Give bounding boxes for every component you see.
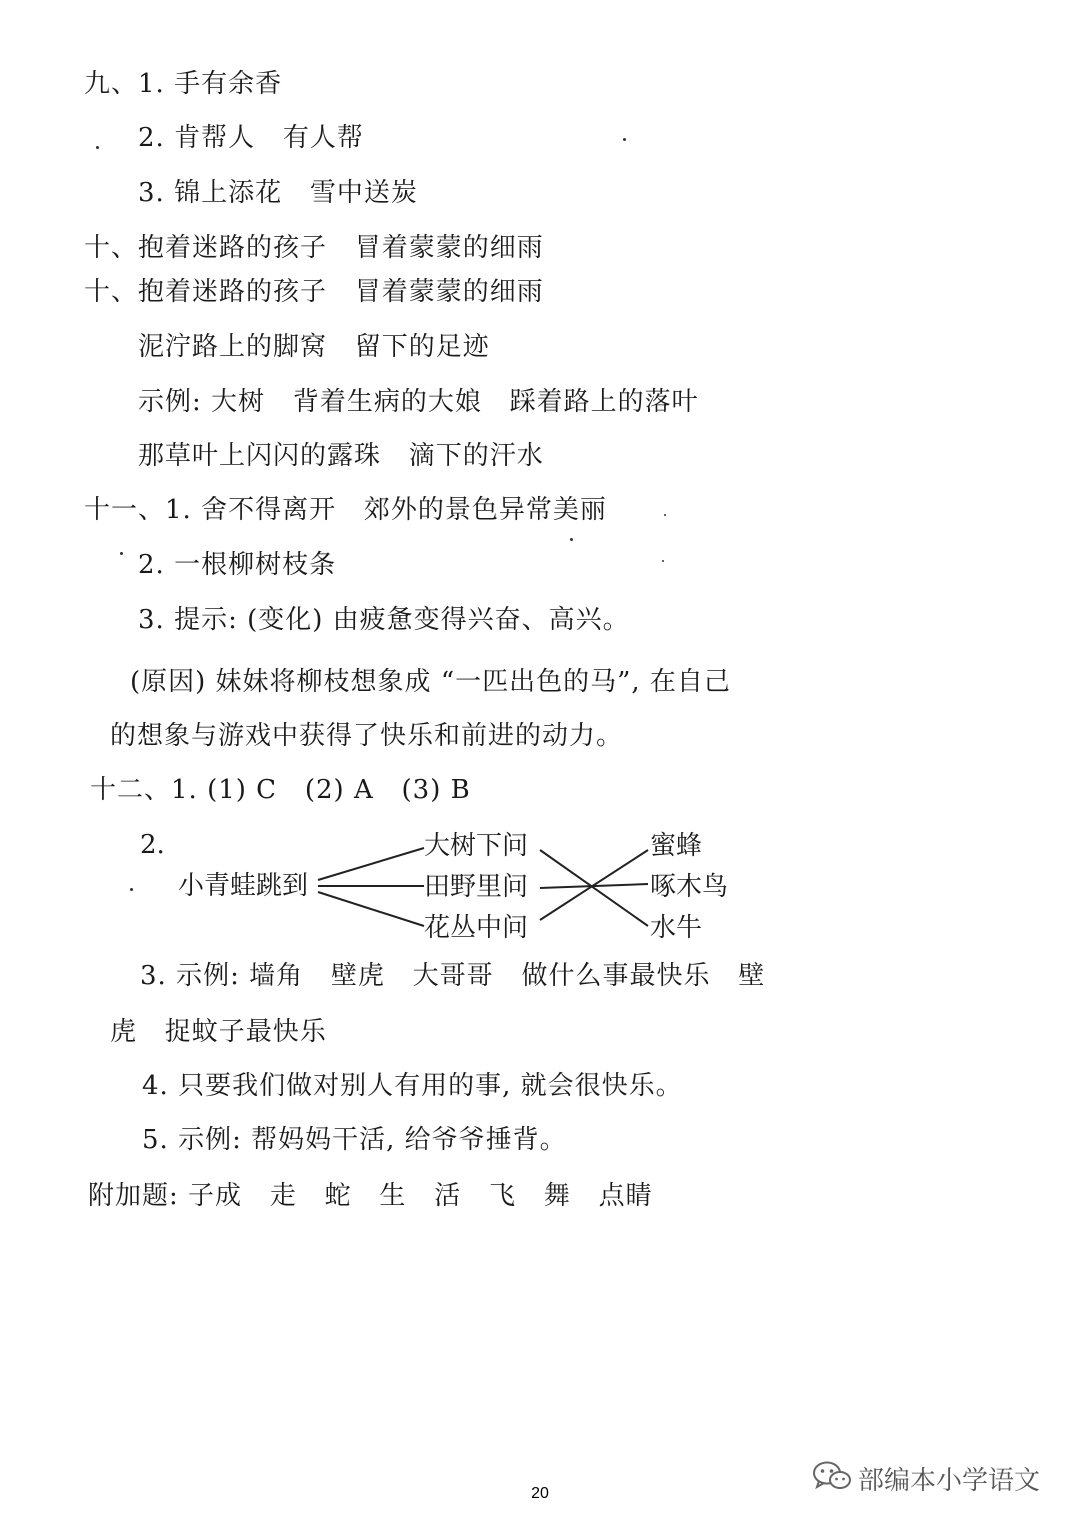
matching-place-1: 大树下问 xyxy=(424,831,529,861)
answer-line-10-d: 示例: 大树 背着生病的大娘 踩着路上的落叶 xyxy=(138,387,699,417)
scan-speck xyxy=(623,138,626,141)
scan-speck xyxy=(664,514,666,516)
matching-animal-2: 啄木鸟 xyxy=(650,872,729,902)
answer-line-9-3: 3. 锦上添花 雪中送炭 xyxy=(138,178,418,208)
answer-line-9-1: 九、1. 手有余香 xyxy=(84,69,283,99)
watermark xyxy=(812,1458,1062,1498)
answer-line-12-1: 十二、1. (1) C (2) A (3) B xyxy=(90,775,471,805)
answer-line-11-3-reason: (原因) 妹妹将柳枝想象成 “一匹出色的马”, 在自己 xyxy=(130,667,731,697)
answer-line-11-3-cont: 的想象与游戏中获得了快乐和前进的动力。 xyxy=(110,721,624,751)
scan-speck xyxy=(96,146,99,149)
answer-line-12-4: 4. 只要我们做对别人有用的事, 就会很快乐。 xyxy=(142,1071,683,1101)
matching-place-3: 花丛中问 xyxy=(424,913,529,943)
matching-animal-1: 蜜蜂 xyxy=(650,831,703,861)
answer-line-10-e: 那草叶上闪闪的露珠 滴下的汗水 xyxy=(138,441,544,471)
answer-line-11-2: 2. 一根柳树枝条 xyxy=(138,550,337,580)
answer-line-bonus: 附加题: 子成 走 蛇 生 活 飞 舞 点睛 xyxy=(88,1181,653,1211)
answer-line-11-1: 十一、1. 舍不得离开 郊外的景色异常美丽 xyxy=(84,495,607,525)
matching-number: 2. xyxy=(140,830,165,860)
scan-speck xyxy=(570,538,573,541)
answer-line-12-5: 5. 示例: 帮妈妈干活, 给爷爷捶背。 xyxy=(142,1125,567,1155)
watermark-text: 部编本小学语文 xyxy=(858,1465,1041,1496)
answer-line-9-2: 2. 肯帮人 有人帮 xyxy=(138,123,364,153)
page-number: 20 xyxy=(531,1485,549,1502)
matching-subject: 小青蛙跳到 xyxy=(178,871,309,901)
answer-line-10-a: 十、抱着迷路的孩子 冒着蒙蒙的细雨 xyxy=(84,233,544,263)
connector-subject-to-place-3 xyxy=(318,892,424,926)
scan-speck xyxy=(120,552,123,555)
answer-line-12-3-cont: 虎 捉蚊子最快乐 xyxy=(110,1017,327,1047)
answer-line-10-c: 泥泞路上的脚窝 留下的足迹 xyxy=(138,332,490,362)
scan-speck xyxy=(662,560,664,562)
wechat-icon xyxy=(812,1460,852,1496)
answer-line-10-b: 十、抱着迷路的孩子 冒着蒙蒙的细雨 xyxy=(84,277,544,307)
answer-line-12-3: 3. 示例: 墙角 壁虎 大哥哥 做什么事最快乐 壁 xyxy=(140,961,766,991)
answer-line-11-3: 3. 提示: (变化) 由疲惫变得兴奋、高兴。 xyxy=(138,605,630,635)
matching-animal-3: 水牛 xyxy=(650,913,703,943)
matching-place-2: 田野里问 xyxy=(424,872,529,902)
scan-speck xyxy=(130,888,133,891)
connector-subject-to-place-1 xyxy=(318,848,424,880)
